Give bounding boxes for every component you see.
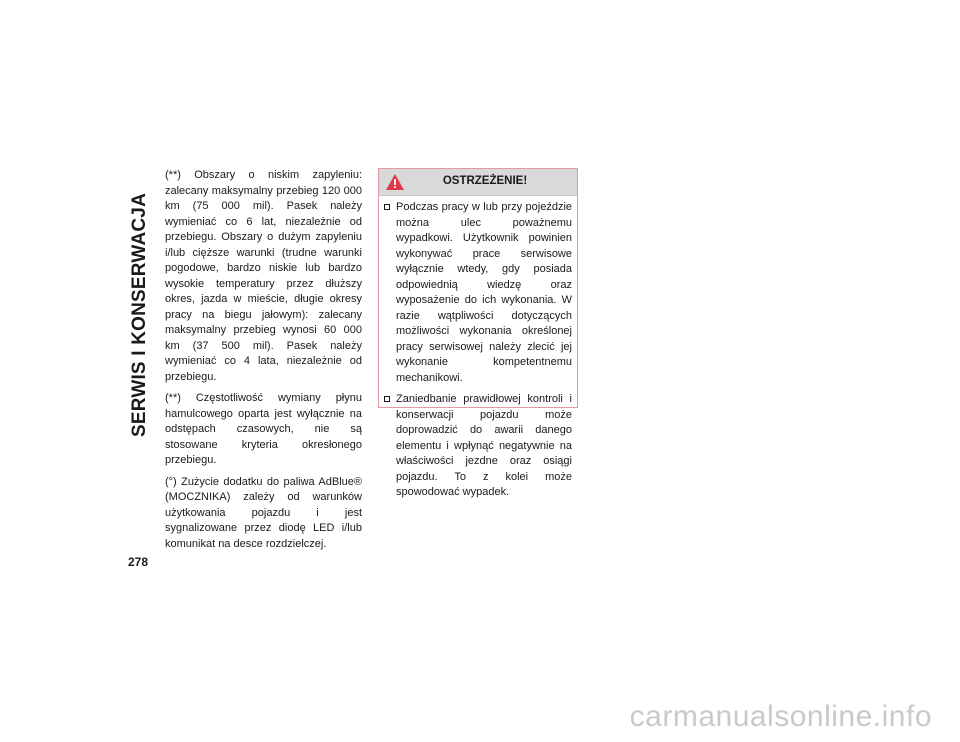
- warning-list: [379, 196, 577, 501]
- paragraph-adblue: (°) Zużycie dodatku do paliwa AdBlue® (MOCZNIKA) zależy od warunków użytkowania pojazdu i jest sygnalizowane przez diodę LED i/lub komunikat na desce rozdzielczej.: [165, 475, 362, 550]
- square-bullet-icon: [384, 396, 390, 402]
- warning-item: [384, 200, 572, 386]
- left-column-text: [165, 168, 362, 558]
- paragraph-belt-replacement: (**) Obszary o niskim zapyleniu: zalecany maksymalny przebieg 120 000 km (75 000 mil). Pasek należy wymieniać co 6 lat, niezależnie od przebiegu. Obszary o dużym zapyleniu i/lub cięższe warunki (trudne warunki pogodowe, bardzo niskie lub bardzo wysokie temperatury przez dłuższy okres, jazda w mieście, długie okresy pracy na biegu jałowym): zalecany maksymalny przebieg wynosi 60 000 km (37 500 mil). Pasek należy wymieniać co 4 lata, niezależnie od przebiegu.: [165, 169, 362, 383]
- warning-header: [379, 169, 577, 196]
- warning-item-text: Zaniedbanie prawidłowej kontroli i konserwacji pojazdu może doprowadzić do awarii danego elementu i wpłynąć negatywnie na właściwości jezdne oraz osiągi pojazdu. To z kolei może spowodować wypadek.: [396, 393, 572, 498]
- square-bullet-icon: [384, 204, 390, 210]
- section-title-vertical: [120, 170, 160, 460]
- section-title: SERWIS I KONSERWACJA: [129, 192, 150, 438]
- watermark: carmanualsonline.info: [629, 700, 932, 733]
- warning-box: [378, 168, 578, 498]
- warning-item-text: Podczas pracy w lub przy pojeździe można ulec poważnemu wypadkowi. Użytkownik powinien wykonywać prace serwisowe wyłącznie wtedy, gdy posiada odpowiednią wiedzę oraz wyposażenie do ich wykonania. W razie wątpliwości dotyczących możliwości wykonania określonej pracy serwisowej należy zlecić jej wykonanie kompetentnemu mechanikowi.: [396, 201, 572, 384]
- warning-title: OSTRZEŻENIE!: [442, 175, 528, 187]
- paragraph-brake-fluid: (**) Częstotliwość wymiany płynu hamulcowego oparta jest wyłącznie na odstępach czasowych, nie są stosowane kryteria okresłonego przebiegu.: [165, 392, 362, 466]
- page-number: 278: [128, 555, 149, 569]
- warning-item: [384, 392, 572, 501]
